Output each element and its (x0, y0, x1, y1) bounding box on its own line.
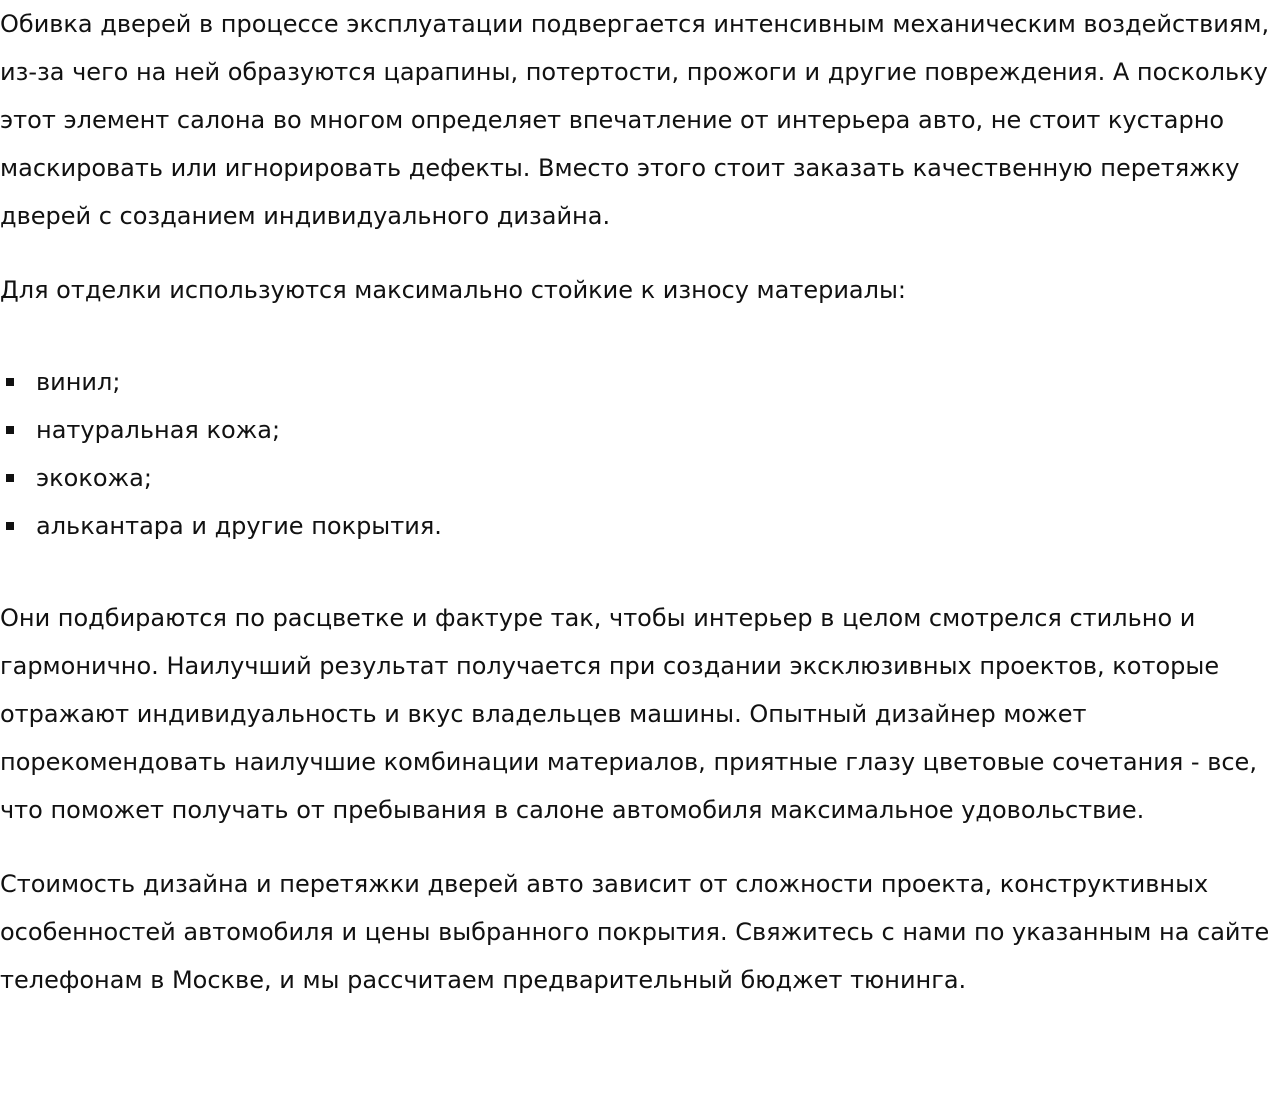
list-item-text: экокожа; (36, 464, 152, 492)
list-item-text: винил; (36, 368, 121, 396)
list-item (0, 406, 1270, 454)
list-item-text: натуральная кожа; (36, 416, 281, 444)
list-item (0, 358, 1270, 406)
square-bullet-icon (6, 474, 14, 482)
paragraph-design-selection: Они подбираются по расцветке и фактуре так, чтобы интерьер в целом смотрелся стильно и гармонично. Наилучший результат получается при создании эксклюзивных проектов, которые отражают индивидуальность и вкус владельцев машины. Опытный дизайнер может порекомендовать наилучшие комбинации материалов, приятные глазу цветовые сочетания - все, что поможет получать от пребывания в салоне автомобиля максимальное удовольствие. (0, 604, 1257, 824)
paragraph-materials-intro: Для отделки используются максимально стойкие к износу материалы: (0, 276, 907, 304)
list-item (0, 502, 1270, 550)
materials-list (0, 358, 1270, 550)
paragraph-pricing-contact: Стоимость дизайна и перетяжки дверей авто зависит от сложности проекта, конструктивных особенностей автомобиля и цены выбранного покрытия. Свяжитесь с нами по указанным на сайте телефонам в Москве, и мы рассчитаем предварительный бюджет тюнинга. (0, 870, 1270, 994)
list-item (0, 454, 1270, 502)
square-bullet-icon (6, 378, 14, 386)
square-bullet-icon (6, 522, 14, 530)
square-bullet-icon (6, 426, 14, 434)
list-item-text: алькантара и другие покрытия. (36, 512, 442, 540)
paragraph-damage-intro: Обивка дверей в процессе эксплуатации подвергается интенсивным механическим воздействиям, из-за чего на ней образуются царапины, потертости, прожоги и другие повреждения. А поскольку этот элемент салона во многом определяет впечатление от интерьера авто, не стоит кустарно маскировать или игнорировать дефекты. Вместо этого стоит заказать качественную перетяжку дверей с созданием индивидуального дизайна. (0, 10, 1270, 230)
